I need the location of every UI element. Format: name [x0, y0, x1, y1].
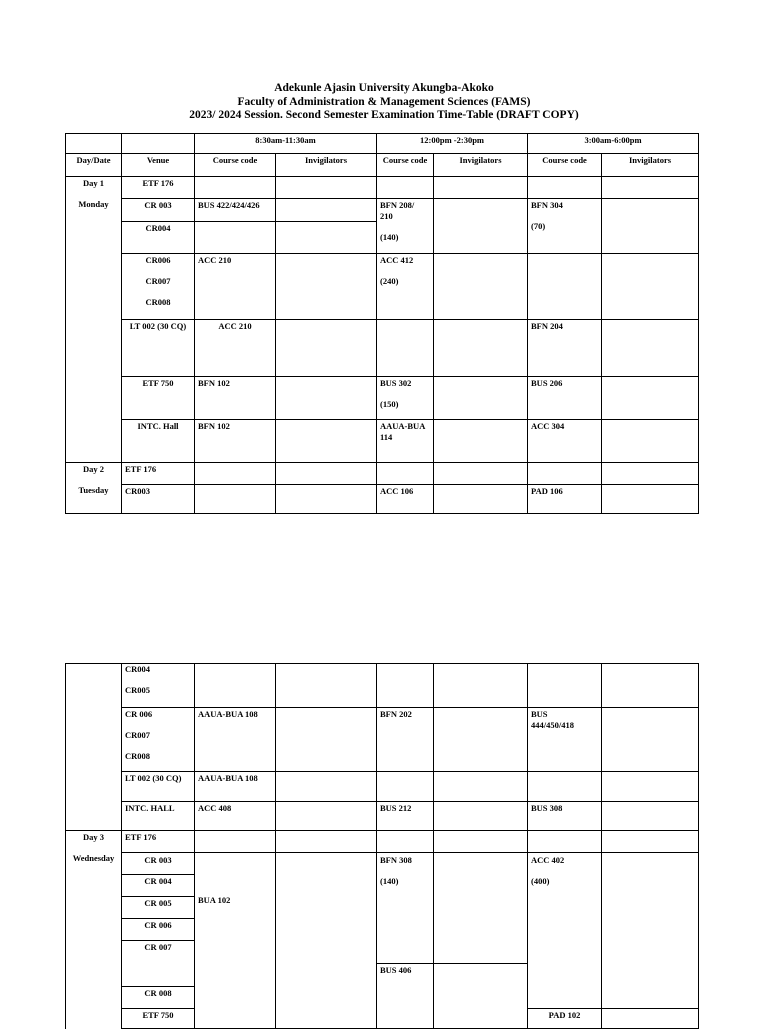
timetable-page-1 — [65, 133, 699, 514]
table-row — [66, 463, 699, 485]
day-cell — [66, 831, 122, 1029]
table-row — [66, 377, 699, 420]
table-row — [66, 420, 699, 463]
table-row — [66, 772, 699, 802]
table-row — [66, 177, 699, 199]
course-cell: BUS 212 — [377, 802, 434, 831]
day-name: Tuesday — [78, 485, 109, 495]
venue-cell: CR004 — [122, 222, 195, 254]
venue-stack — [122, 853, 195, 1029]
table-row — [66, 853, 699, 1029]
timetable-page-2 — [65, 663, 699, 1029]
course-cell: BUA 102 — [195, 853, 276, 1029]
course-cell: ACC 408 — [195, 802, 276, 831]
course-cell: BFN 208/ 210 (140) — [377, 199, 434, 254]
venue-cell: ETF 176 — [122, 463, 195, 485]
slot-afternoon: 12:00pm -2:30pm — [377, 134, 528, 154]
col-invigilators: Invigilators — [434, 154, 528, 177]
course-cell: BFN 308 (140) BUS 406 — [377, 853, 434, 1029]
col-invigilators: Invigilators — [276, 154, 377, 177]
table-header-row — [66, 154, 699, 177]
col-course-code: Course code — [195, 154, 276, 177]
venue-cell: CR 003 — [122, 199, 195, 222]
course-cell: BUS 302 (150) — [377, 377, 434, 420]
course-cell: ACC 210 — [195, 254, 276, 320]
course-cell: ACC 304 — [528, 420, 602, 463]
course-cell: AAUA-BUA 114 — [377, 420, 434, 463]
day-cell — [66, 463, 122, 514]
document-header — [0, 82, 768, 123]
venue-cell: INTC. Hall — [122, 420, 195, 463]
table-row — [66, 199, 699, 222]
day-name: Monday — [78, 199, 109, 209]
course-cell: BFN 102 — [195, 377, 276, 420]
day-label: Day 3 — [82, 832, 104, 842]
table-row — [66, 831, 699, 853]
venue-cell: ETF 750 — [142, 1010, 174, 1020]
table-row — [66, 485, 699, 514]
table-row — [66, 664, 699, 708]
col-invigilators: Invigilators — [602, 154, 699, 177]
course-cell: BFN 304 (70) — [528, 199, 602, 254]
col-course-code: Course code — [377, 154, 434, 177]
table-row — [66, 802, 699, 831]
course-cell: BFN 102 — [195, 420, 276, 463]
course-cell: BUS 308 — [528, 802, 602, 831]
course-cell: BUS 444/450/418 — [528, 708, 602, 772]
venue-cell: ETF 750 — [122, 377, 195, 420]
venue-cell: CR 004 — [122, 875, 194, 897]
course-cell: BUS 206 — [528, 377, 602, 420]
faculty-name: Faculty of Administration & Management Sciences (FAMS) — [237, 95, 531, 108]
course-cell: ACC 210 — [195, 320, 276, 377]
course-cell: AAUA-BUA 108 — [195, 708, 276, 772]
day-cell — [66, 177, 122, 463]
table-row — [66, 320, 699, 377]
course-cell: BFN 202 — [377, 708, 434, 772]
col-course-code: Course code — [528, 154, 602, 177]
day-label: Day 1 — [82, 178, 104, 188]
venue-cell: ETF 176 — [122, 177, 195, 199]
course-cell: ACC 412 (240) — [377, 254, 434, 320]
timetable-title: 2023/ 2024 Session. Second Semester Examination Time-Table (DRAFT COPY) — [189, 109, 579, 121]
course-cell: PAD 106 — [528, 485, 602, 514]
slot-morning: 8:30am-11:30am — [195, 134, 377, 154]
venue-cell: CR006 CR007 CR008 — [122, 254, 195, 320]
course-cell: ACC 402 (400) PAD 102 — [528, 853, 602, 1029]
col-daydate: Day/Date — [66, 154, 122, 177]
venue-cell: LT 002 (30 CQ) — [122, 320, 195, 377]
day-label: Day 2 — [82, 464, 104, 474]
venue-cell: CR 007 — [122, 941, 194, 987]
table-row — [66, 708, 699, 772]
university-name: Adekunle Ajasin University Akungba-Akoko — [274, 82, 494, 94]
venue-cell: ETF 176 — [122, 831, 195, 853]
venue-cell: CR 008 — [122, 987, 194, 1009]
venue-cell: CR 006 CR007 CR008 — [122, 708, 195, 772]
venue-cell: LT 002 (30 CQ) — [122, 772, 195, 802]
course-cell: AAUA-BUA 108 — [195, 772, 276, 802]
day-name: Wednesday — [72, 853, 115, 863]
course-cell: BFN 204 — [528, 320, 602, 377]
course-cell: BUS 422/424/426 — [195, 199, 276, 222]
venue-cell: CR004 CR005 — [122, 664, 195, 708]
col-venue: Venue — [122, 154, 195, 177]
table-row — [66, 254, 699, 320]
course-cell: ACC 106 — [377, 485, 434, 514]
venue-cell: CR 005 — [122, 897, 194, 919]
slot-evening: 3:00am-6:00pm — [528, 134, 699, 154]
venue-cell: CR003 — [122, 485, 195, 514]
venue-cell: INTC. HALL — [122, 802, 195, 831]
table-row — [66, 134, 699, 154]
venue-cell: CR 006 — [122, 919, 194, 941]
venue-cell: CR 003 — [122, 853, 194, 875]
